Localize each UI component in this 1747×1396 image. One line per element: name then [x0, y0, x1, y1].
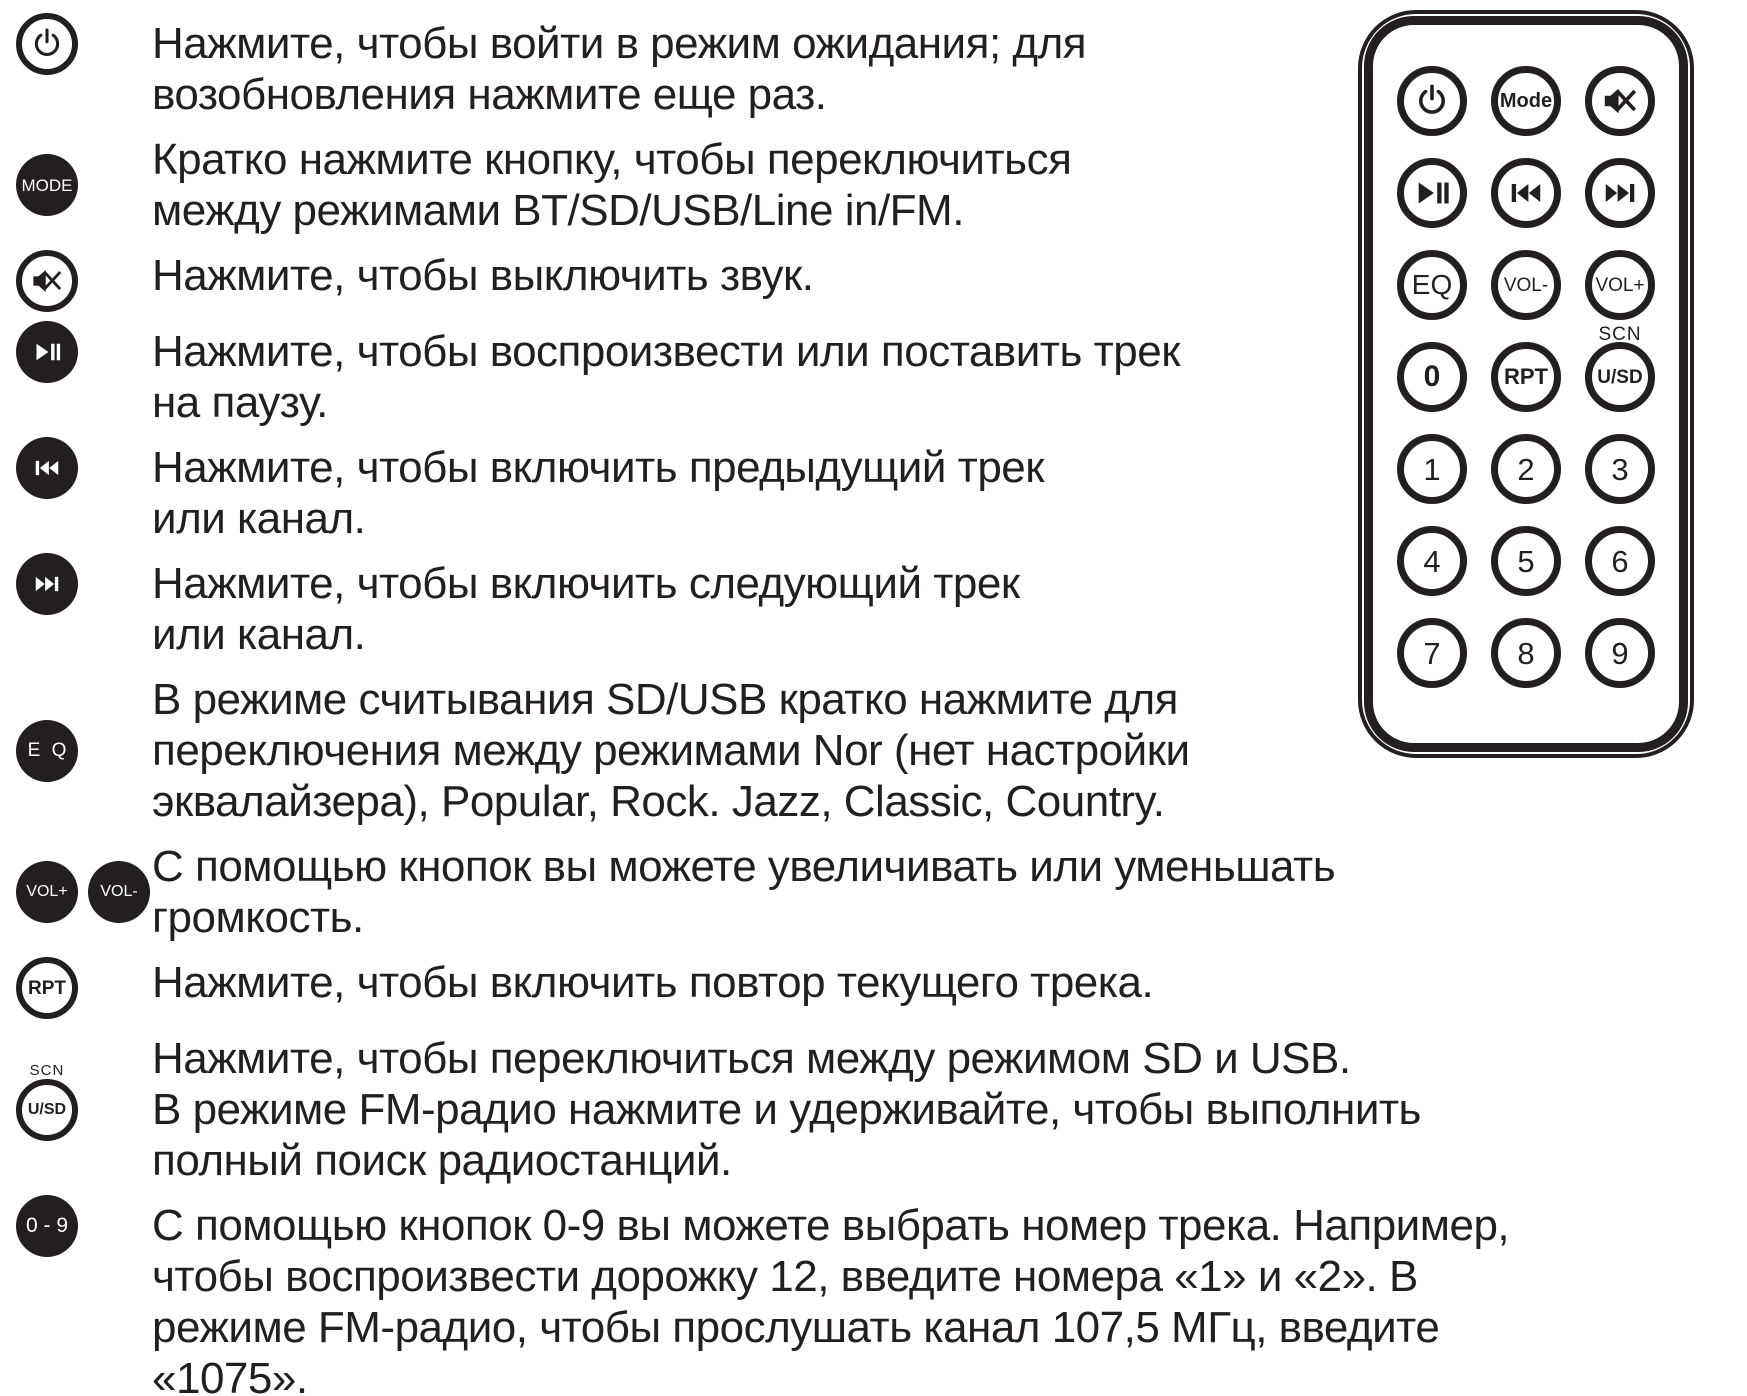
instruction-text — [152, 957, 1747, 1019]
vol-down-icon — [88, 861, 150, 923]
instruction-line: Кратко нажмите кнопку, чтобы переключиться — [152, 135, 1072, 184]
instruction-icon-cell — [0, 442, 152, 544]
mute-speaker-glyph — [1601, 82, 1639, 120]
icon-slot — [16, 1200, 78, 1251]
instruction-line: Нажмите, чтобы переключиться между режимом SD и USB. — [152, 1034, 1351, 1083]
button-label: U/SD — [1597, 366, 1643, 388]
next-track-glyph — [1601, 174, 1639, 212]
remote-vol-up-button — [1585, 250, 1655, 320]
instruction-line: Нажмите, чтобы включить следующий трек — [152, 559, 1020, 608]
eq-icon — [16, 720, 78, 782]
icon-slot — [16, 558, 78, 609]
remote-digit-1-button — [1397, 434, 1467, 504]
button-label: 9 — [1611, 635, 1629, 671]
remote-control-illustration — [1358, 10, 1694, 758]
remote-power-button — [1397, 66, 1467, 136]
instruction-icon-cell — [0, 326, 152, 428]
instruction-text — [152, 1033, 1747, 1186]
instruction-line: полный поиск радиостанций. — [152, 1136, 732, 1185]
power-icon — [16, 13, 78, 75]
remote-mode-button — [1491, 66, 1561, 136]
instruction-line: В режиме FM-радио нажмите и удерживайте, чтобы выполнить — [152, 1085, 1421, 1134]
icon-label: RPT — [28, 977, 66, 999]
icon-slot — [16, 154, 78, 216]
icon-slot — [16, 861, 78, 923]
button-label: 1 — [1423, 451, 1441, 487]
next-track-icon — [16, 553, 78, 615]
icon-label: 0 - 9 — [25, 1214, 69, 1237]
instruction-icon-cell — [0, 1033, 152, 1186]
instruction-line: С помощью кнопок 0-9 вы можете выбрать номер трека. Например, — [152, 1201, 1510, 1250]
button-label: 6 — [1611, 543, 1629, 579]
remote-body — [1364, 16, 1688, 752]
icon-slot — [16, 326, 78, 377]
scn-label: SCN — [29, 1061, 65, 1079]
icon-label: VOL- — [100, 883, 138, 900]
remote-button-grid — [1373, 25, 1679, 688]
instruction-line: Нажмите, чтобы включить повтор текущего трека. — [152, 958, 1154, 1007]
digits-icon — [16, 1195, 78, 1257]
instruction-row — [0, 957, 1747, 1019]
button-label: VOL- — [1503, 274, 1549, 296]
instruction-line: возобновления нажмите еще раз. — [152, 70, 827, 119]
button-label: EQ — [1411, 269, 1453, 300]
icon-label: VOL+ — [26, 883, 68, 900]
remote-rpt-button — [1491, 342, 1561, 412]
instruction-icon-cell — [0, 841, 152, 943]
instruction-line: Нажмите, чтобы войти в режим ожидания; для — [152, 19, 1087, 68]
instruction-line: Нажмите, чтобы воспроизвести или поставить трек — [152, 327, 1180, 376]
instruction-line: Нажмите, чтобы включить предыдущий трек — [152, 443, 1045, 492]
remote-digit-2-button — [1491, 434, 1561, 504]
instruction-line: «1075». — [152, 1354, 308, 1396]
button-label: 7 — [1423, 635, 1441, 671]
icon-slot — [16, 720, 78, 782]
button-label: VOL+ — [1595, 274, 1645, 296]
instruction-icon-cell — [0, 674, 152, 827]
instruction-line: громкость. — [152, 893, 364, 942]
mode-icon — [16, 154, 78, 216]
instruction-icon-cell — [0, 558, 152, 660]
previous-track-glyph — [32, 453, 62, 483]
instruction-line: или канал. — [152, 494, 366, 543]
button-label: Mode — [1499, 90, 1553, 112]
button-label: 0 — [1423, 360, 1441, 393]
button-label: RPT — [1504, 364, 1548, 389]
button-label: 2 — [1517, 451, 1535, 487]
remote-usd-button — [1585, 324, 1655, 412]
icon-slot — [16, 18, 78, 69]
remote-eq-button — [1397, 250, 1467, 320]
remote-digit-7-button — [1397, 618, 1467, 688]
power-glyph — [29, 26, 65, 62]
icon-label: E Q — [27, 740, 70, 761]
button-label: 3 — [1611, 451, 1629, 487]
previous-track-icon — [16, 437, 78, 499]
usd-icon — [16, 1061, 78, 1141]
remote-digit-0-button — [1397, 342, 1467, 412]
remote-vol-down-button — [1491, 250, 1561, 320]
remote-digit-5-button — [1491, 526, 1561, 596]
remote-digit-4-button — [1397, 526, 1467, 596]
instruction-line: чтобы воспроизвести дорожку 12, введите номера «1» и «2». В — [152, 1252, 1418, 1301]
remote-digit-8-button — [1491, 618, 1561, 688]
play-pause-glyph — [32, 337, 62, 367]
instruction-icon-cell — [0, 250, 152, 312]
icon-slot — [88, 861, 150, 923]
icon-slot — [16, 957, 78, 1019]
button-label: 8 — [1517, 635, 1535, 671]
instruction-line: В режиме считывания SD/USB кратко нажмите для — [152, 675, 1178, 724]
button-label: 5 — [1517, 543, 1535, 579]
instruction-line: Нажмите, чтобы выключить звук. — [152, 251, 814, 300]
next-track-glyph — [32, 569, 62, 599]
instruction-line: или канал. — [152, 610, 366, 659]
instruction-icon-cell — [0, 1200, 152, 1396]
power-glyph — [1413, 82, 1451, 120]
mute-icon — [16, 250, 78, 312]
previous-track-glyph — [1507, 174, 1545, 212]
instruction-line: С помощью кнопок вы можете увеличивать или уменьшать — [152, 842, 1336, 891]
instruction-row — [0, 841, 1747, 943]
repeat-icon — [16, 957, 78, 1019]
instruction-line: эквалайзера), Popular, Rock. Jazz, Classic, Country. — [152, 777, 1165, 826]
icon-slot — [16, 1061, 78, 1141]
instruction-line: между режимами BT/SD/USB/Line in/FM. — [152, 186, 964, 235]
instruction-row — [0, 1200, 1747, 1396]
icon-slot — [16, 250, 78, 312]
instruction-icon-cell — [0, 957, 152, 1019]
instruction-line: на паузу. — [152, 378, 328, 427]
remote-play-pause-button — [1397, 158, 1467, 228]
instruction-text — [152, 1200, 1747, 1396]
button-label: 4 — [1423, 543, 1441, 579]
remote-mute-button — [1585, 66, 1655, 136]
play-pause-icon — [16, 321, 78, 383]
instruction-line: режиме FM-радио, чтобы прослушать канал 107,5 МГц, введите — [152, 1303, 1440, 1352]
remote-digit-9-button — [1585, 618, 1655, 688]
instruction-text — [152, 841, 1747, 943]
remote-next-button — [1585, 158, 1655, 228]
instruction-icon-cell — [0, 134, 152, 236]
vol-up-icon — [16, 861, 78, 923]
mute-speaker-glyph — [30, 264, 64, 298]
remote-previous-button — [1491, 158, 1561, 228]
instruction-icon-cell — [0, 18, 152, 120]
scn-label: SCN — [1598, 324, 1642, 345]
icon-slot — [16, 442, 78, 493]
icon-label: MODE — [21, 175, 73, 195]
remote-digit-3-button — [1585, 434, 1655, 504]
instruction-row — [0, 1033, 1747, 1186]
remote-digit-6-button — [1585, 526, 1655, 596]
icon-label: U/SD — [27, 1100, 67, 1118]
play-pause-glyph — [1413, 174, 1451, 212]
instruction-line: переключения между режимами Nor (нет настройки — [152, 726, 1190, 775]
